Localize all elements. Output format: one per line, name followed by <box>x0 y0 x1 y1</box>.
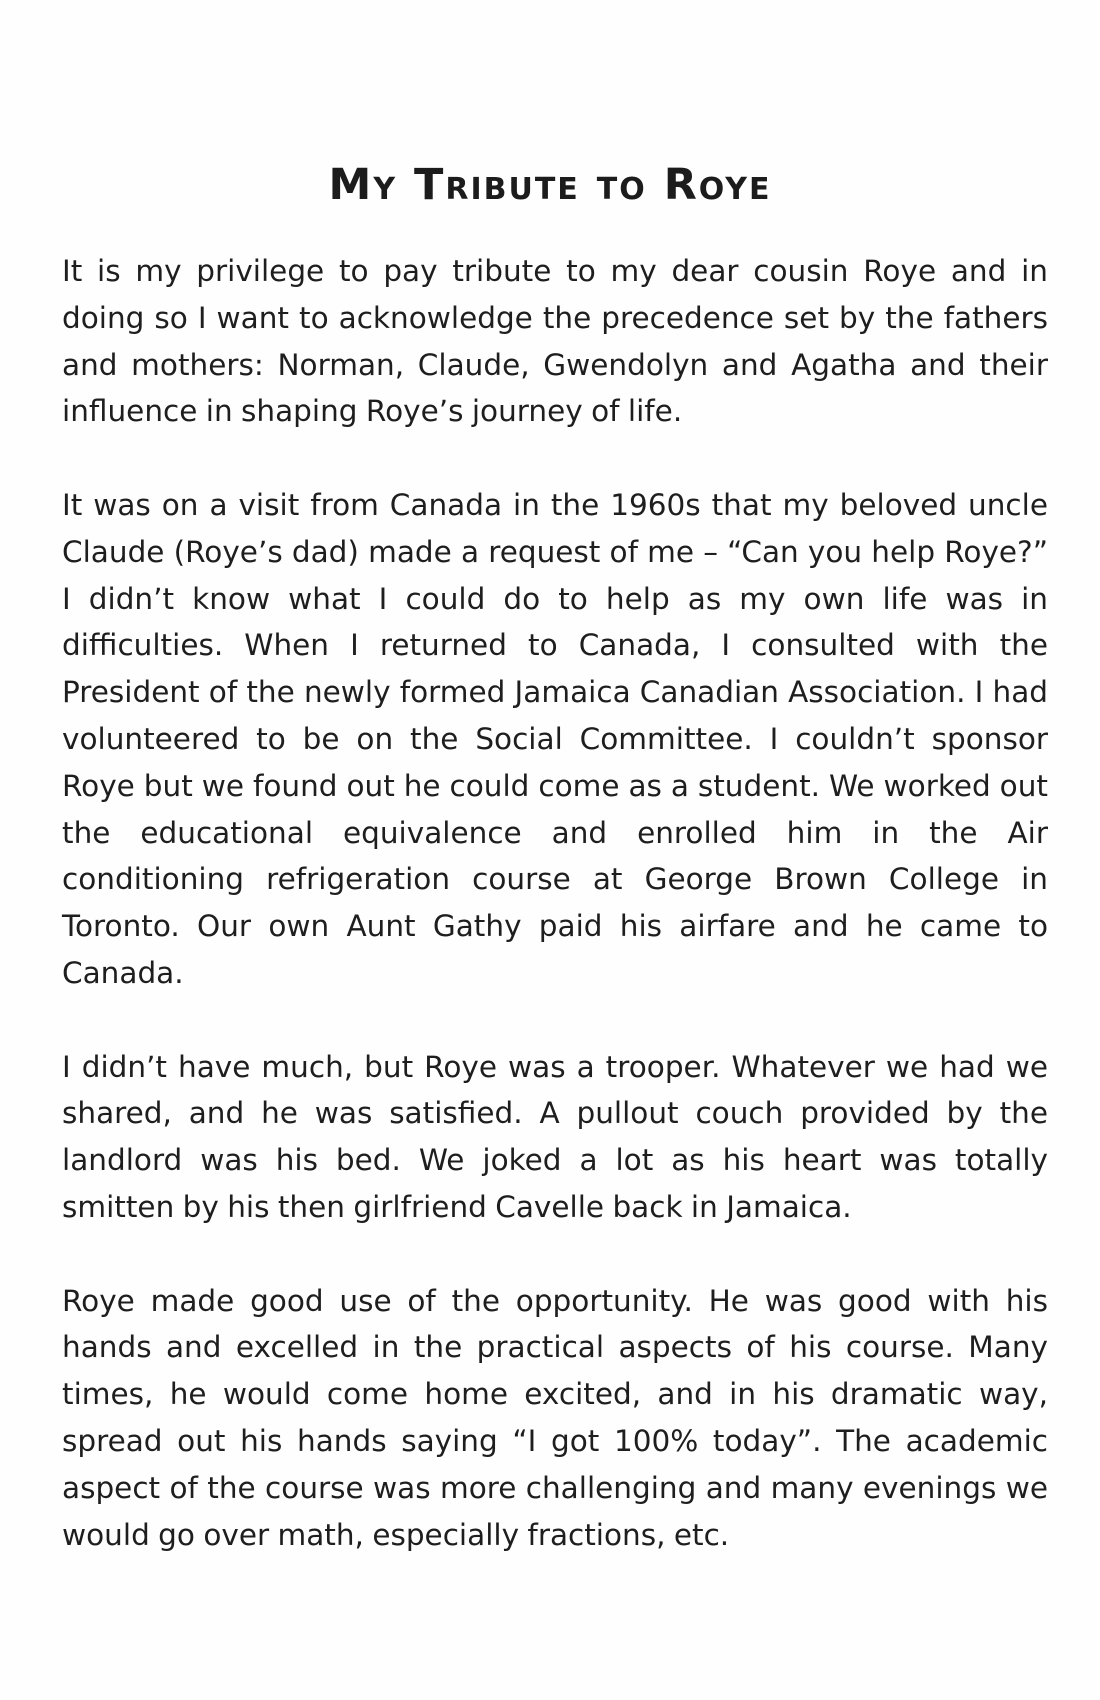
paragraph-2: It was on a visit from Canada in the 1960s that my beloved uncle Claude (Roye’s dad) made a request of me – “Can you help Roye?” I didn’t know what I could do to help as my own life was in difficulties. When I returned to Canada, I consulted with the President of the newly formed Jamaica Canadian Association. I had volunteered to be on the Social Committee. I couldn’t sponsor Roye but we found out he could come as a student. We worked out the educational equivalence and enrolled him in the Air conditioning refrigeration course at George Brown College in Toronto. Our own Aunt Gathy paid his airfare and he came to Canada. <box>62 487 1048 990</box>
paragraph-3: I didn’t have much, but Roye was a trooper. Whatever we had we shared, and he was satisfied. A pullout couch provided by the landlord was his bed. We joked a lot as his heart was totally smitten by his then girlfriend Cavelle back in Jamaica. <box>62 1049 1048 1224</box>
page-title: My Tribute to Roye <box>328 160 772 210</box>
body-text <box>62 248 1048 1605</box>
paragraph-1: It is my privilege to pay tribute to my dear cousin Roye and in doing so I want to acknowledge the precedence set by the fathers and mothers: Norman, Claude, Gwendolyn and Agatha and their influence in shaping Roye’s journey of life. <box>62 254 1048 429</box>
paragraph-4: Roye made good use of the opportunity. He was good with his hands and excelled in the practical aspects of his course. Many times, he would come home excited, and in his dramatic way, spread out his hands saying “I got 100% today”. The academic aspect of the course was more challenging and many evenings we would go over math, especially fractions, etc. <box>62 1283 1048 1552</box>
